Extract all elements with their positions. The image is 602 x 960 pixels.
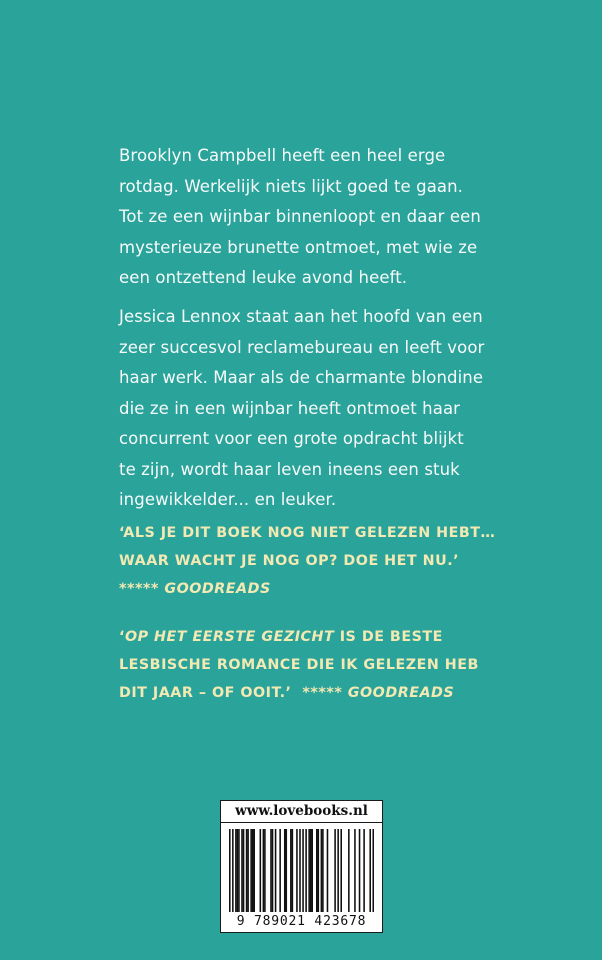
quote-line: LESBISCHE ROMANCE DIE IK GELEZEN HEB bbox=[119, 657, 479, 673]
barcode-bar bbox=[321, 829, 323, 912]
barcode-bar bbox=[260, 829, 262, 912]
barcode-bar bbox=[250, 829, 252, 912]
barcode-bar bbox=[263, 829, 265, 912]
barcode-bar bbox=[348, 829, 350, 912]
quote-open-mark: ‘ bbox=[119, 629, 125, 645]
blurb-line: te zijn, wordt haar leven ineens een stuk bbox=[119, 459, 460, 479]
quote-line: WAAR WACHT JE NOG OP? DOE HET NU.’ bbox=[119, 553, 460, 569]
blurb-line: Jessica Lennox staat aan het hoofd van een bbox=[119, 307, 483, 326]
barcode-bar bbox=[311, 829, 313, 912]
barcode-bar bbox=[318, 829, 320, 912]
barcode-bar bbox=[327, 829, 329, 912]
barcode-bar bbox=[359, 829, 361, 912]
quote-line bbox=[119, 623, 569, 651]
barcode-bar bbox=[292, 829, 294, 912]
isbn-barcode bbox=[229, 829, 374, 912]
barcode-bar bbox=[285, 829, 287, 912]
blurb-line: haar werk. Maar als de charmante blondine bbox=[119, 368, 484, 387]
barcode-bar bbox=[369, 829, 371, 912]
barcode-bar bbox=[337, 829, 339, 912]
barcode-bar bbox=[299, 829, 301, 912]
isbn-number: 9 789021 423678 bbox=[236, 914, 367, 929]
barcode-bar bbox=[284, 829, 286, 912]
blurb-line: een ontzettend leuke avond heeft. bbox=[119, 268, 408, 287]
barcode-bar bbox=[238, 829, 240, 912]
barcode-bar bbox=[363, 829, 365, 912]
review-quote-2 bbox=[119, 623, 569, 707]
barcode-bar bbox=[279, 829, 281, 912]
quote-source: ***** GOODREADS bbox=[119, 581, 271, 597]
publisher-url: www.lovebooks.nl bbox=[221, 801, 382, 823]
blurb-line: concurrent voor een grote opdracht blijkt bbox=[119, 429, 464, 448]
barcode-bar bbox=[305, 829, 307, 912]
barcode-bar bbox=[247, 829, 249, 912]
quote-line: ‘ALS JE DIT BOEK NOG NIET GELEZEN HEBT… bbox=[119, 525, 496, 541]
quote-text: DIT JAAR – OF OOIT.’ bbox=[119, 685, 292, 701]
barcode-bar bbox=[275, 829, 277, 912]
barcode-bar bbox=[229, 829, 231, 912]
barcode-bar bbox=[296, 829, 298, 912]
barcode-bar bbox=[322, 829, 324, 912]
barcode-bar bbox=[316, 829, 318, 912]
barcode-bar bbox=[246, 829, 248, 912]
barcode-bar bbox=[235, 829, 237, 912]
barcode-bar bbox=[372, 829, 374, 912]
barcode-bar bbox=[310, 829, 312, 912]
barcode-bar bbox=[243, 829, 245, 912]
barcode-bar bbox=[354, 829, 356, 912]
barcode-bar bbox=[302, 829, 304, 912]
barcode-bar bbox=[334, 829, 336, 912]
blurb-line: die ze in een wijnbar heeft ontmoet haar bbox=[119, 398, 461, 418]
barcode-bar bbox=[272, 829, 274, 912]
blurb-paragraph-1 bbox=[119, 141, 559, 294]
quote-text: IS DE BESTE bbox=[334, 629, 443, 645]
barcode-bar bbox=[340, 829, 342, 912]
barcode-bar bbox=[290, 829, 292, 912]
quote-source: ***** GOODREADS bbox=[302, 685, 455, 701]
blurb-line: Tot ze een wijnbar binnenloopt en daar een bbox=[119, 207, 481, 226]
blurb-line: Brooklyn Campbell heeft een heel erge bbox=[119, 146, 446, 165]
barcode-box bbox=[220, 800, 383, 933]
blurb-line: ingewikkelder... en leuker. bbox=[119, 490, 337, 509]
blurb-line: rotdag. Werkelijk niets lijkt goed te gaan. bbox=[119, 176, 464, 196]
review-quote-1 bbox=[119, 519, 569, 603]
blurb-line: mysterieuze brunette ontmoet, met wie ze bbox=[119, 237, 478, 257]
barcode-bar bbox=[232, 829, 234, 912]
barcode-bar bbox=[241, 829, 243, 912]
barcode-bar bbox=[308, 829, 310, 912]
blurb-paragraph-2 bbox=[119, 302, 559, 516]
blurb-line: zeer succesvol reclamebureau en leeft voor bbox=[119, 337, 485, 357]
barcode-bar bbox=[237, 829, 239, 912]
barcode-bar bbox=[252, 829, 254, 912]
quote-book-title: OP HET EERSTE GEZICHT bbox=[124, 629, 335, 645]
quote-line bbox=[119, 679, 569, 707]
barcode-bar bbox=[253, 829, 255, 912]
barcode-bar bbox=[264, 829, 266, 912]
barcode-bar bbox=[270, 829, 272, 912]
